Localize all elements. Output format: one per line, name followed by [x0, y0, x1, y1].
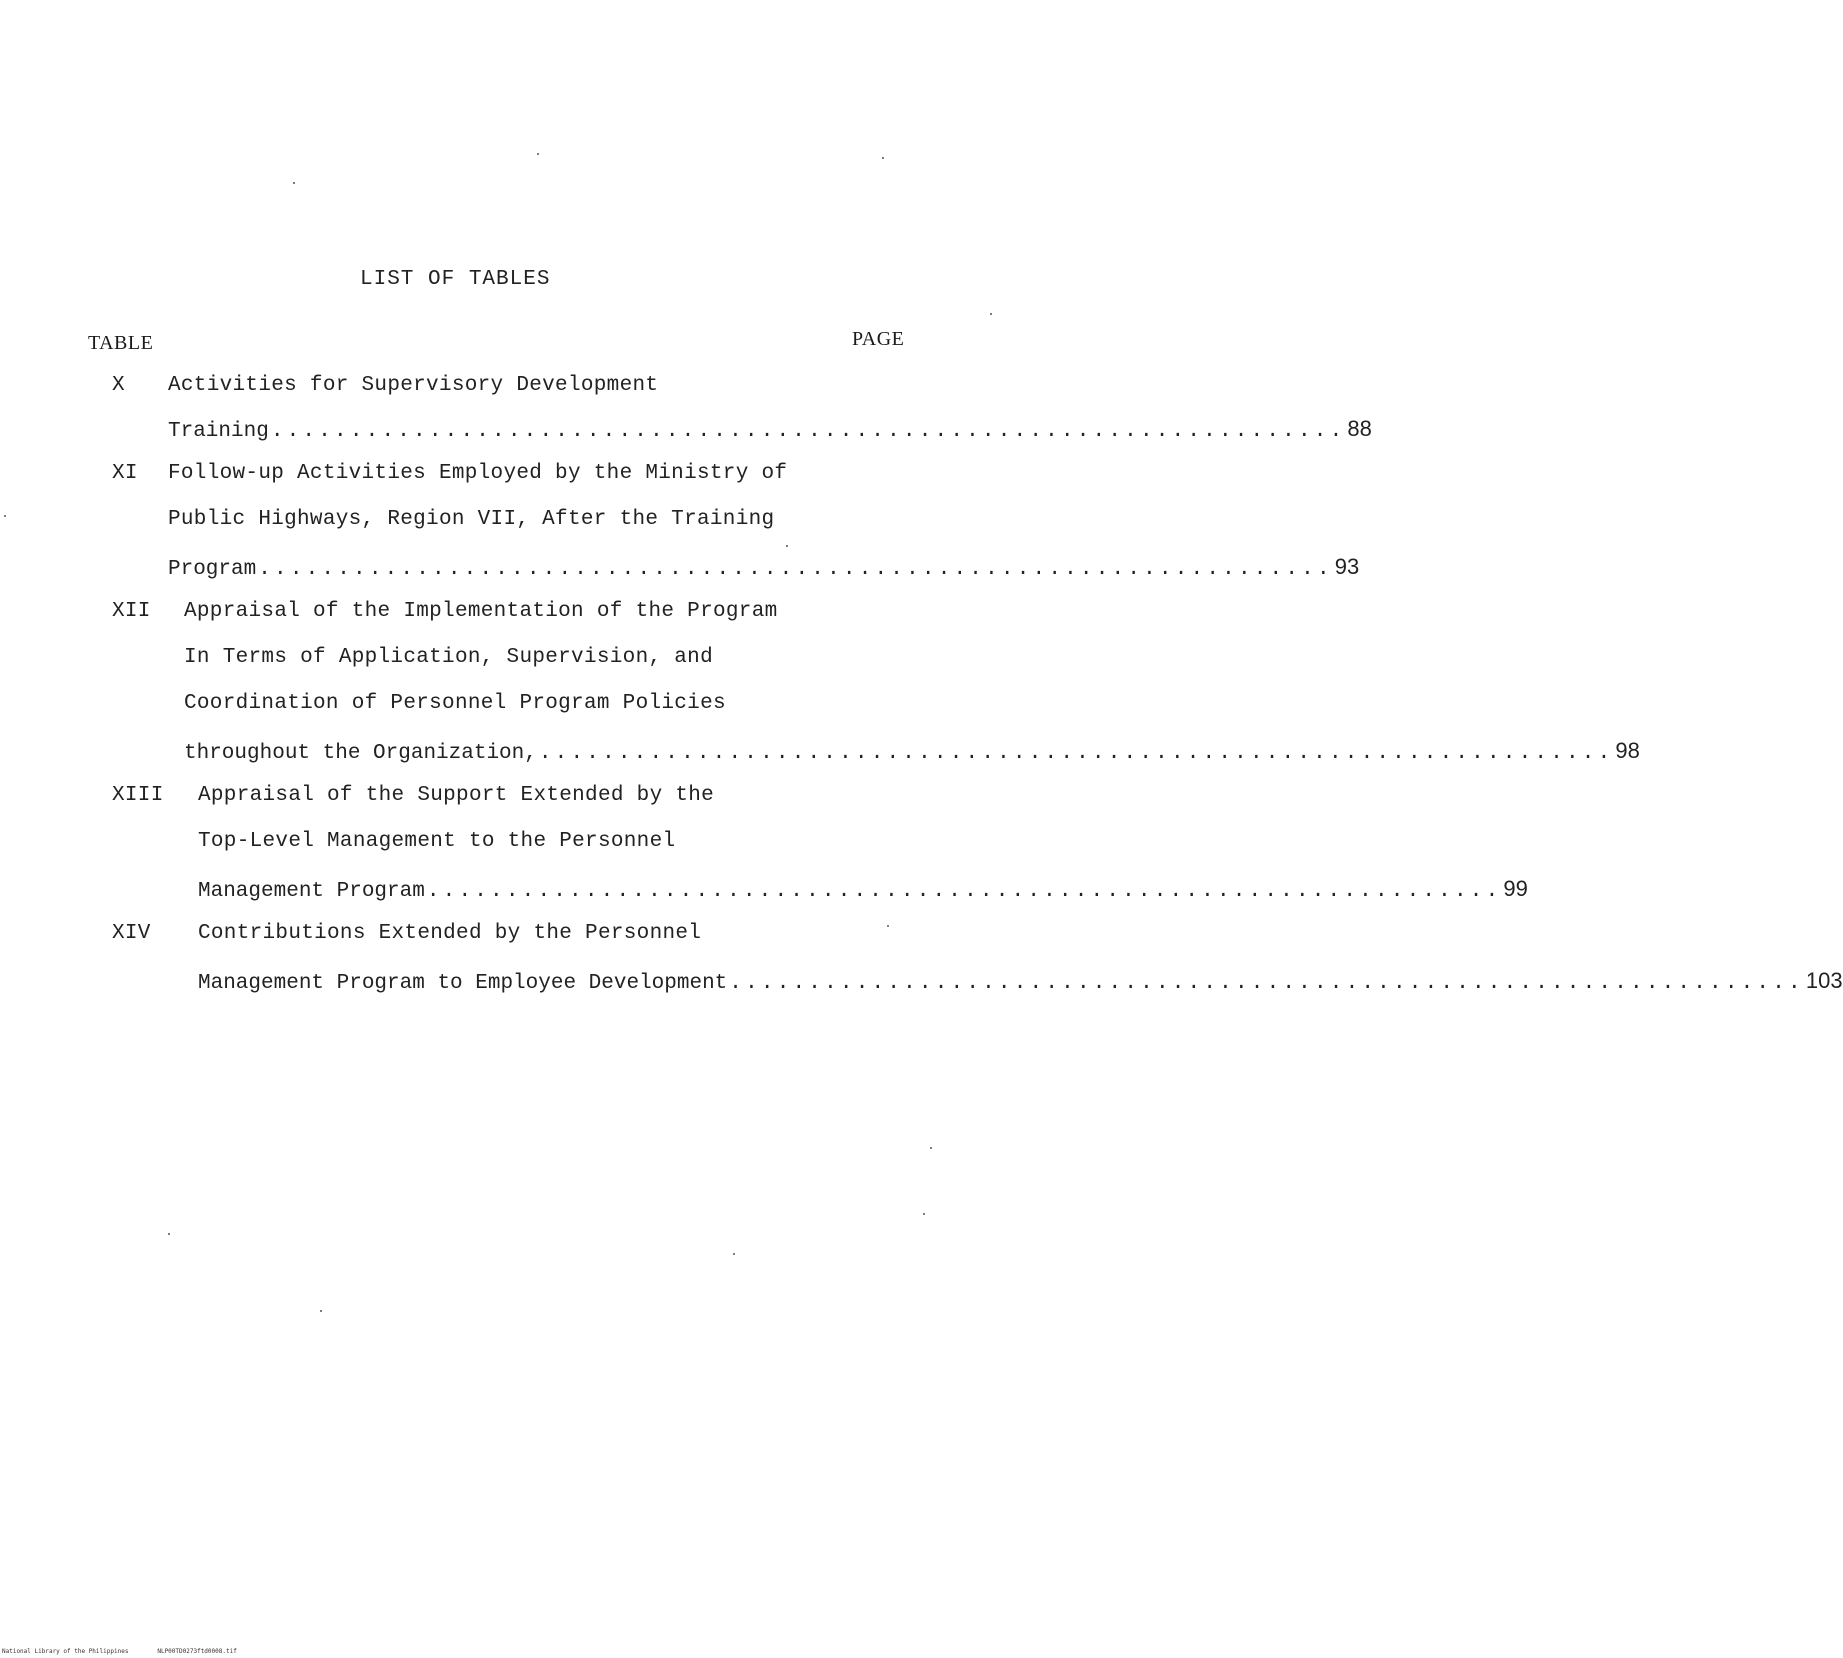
- entry-page-number: 93: [1334, 554, 1360, 579]
- entry-last-line: Training: [168, 420, 269, 443]
- entry-leader-row: [198, 968, 1843, 996]
- dot-leader: ....................................................................: [270, 420, 1346, 443]
- page-column-header: PAGE: [852, 328, 905, 350]
- scan-speck: [733, 1253, 735, 1255]
- entry-title-line: Follow-up Activities Employed by the Ministry of: [168, 462, 788, 485]
- entry-leader-row: [168, 554, 1360, 582]
- scan-footer: [2, 1648, 237, 1655]
- scan-speck: [990, 313, 992, 315]
- footer-file: NLP00TD0273ftd0008.tif: [157, 1648, 237, 1655]
- entry-last-line: Program: [168, 558, 257, 581]
- scan-speck: [537, 153, 539, 155]
- entry-title-line: Appraisal of the Implementation of the Program: [184, 600, 778, 623]
- page-title: LIST OF TABLES: [360, 268, 551, 291]
- scan-speck: [293, 182, 295, 184]
- entry-page-number: 99: [1503, 876, 1528, 901]
- entry-title-line: In Terms of Application, Supervision, and: [184, 646, 713, 669]
- entry-number: X: [112, 374, 125, 397]
- scan-speck: [168, 1233, 170, 1235]
- dot-leader: ....................................................................: [538, 742, 1614, 765]
- entry-leader-row: [184, 738, 1640, 766]
- dot-leader: ....................................................................: [729, 972, 1804, 995]
- entry-number: XII: [112, 600, 151, 623]
- entry-number: XIII: [112, 784, 164, 807]
- entry-page-number: 88: [1347, 416, 1372, 441]
- scan-speck: [4, 515, 6, 517]
- entry-last-line: throughout the Organization,: [184, 742, 537, 765]
- table-column-header: TABLE: [88, 332, 154, 354]
- scan-speck: [923, 1213, 925, 1215]
- entry-title-line: Activities for Supervisory Development: [168, 374, 659, 397]
- scan-speck: [887, 925, 889, 927]
- dot-leader: ....................................................................: [258, 558, 1333, 581]
- entry-page-number: 103: [1805, 968, 1843, 993]
- entry-title-line: Appraisal of the Support Extended by the: [198, 784, 715, 807]
- entry-leader-row: [168, 416, 1372, 444]
- dot-leader: ....................................................................: [426, 880, 1502, 903]
- footer-library: National Library of the Philippines: [2, 1648, 129, 1655]
- entry-title-line: Public Highways, Region VII, After the Training: [168, 508, 775, 531]
- entry-last-line: Management Program to Employee Development: [198, 972, 728, 995]
- scan-speck: [786, 545, 788, 547]
- entry-title-line: Top-Level Management to the Personnel: [198, 830, 676, 853]
- scan-speck: [930, 1147, 932, 1149]
- entry-leader-row: [198, 876, 1528, 904]
- entry-last-line: Management Program: [198, 880, 425, 903]
- entry-number: XIV: [112, 922, 151, 945]
- scan-speck: [320, 1310, 322, 1312]
- entry-page-number: 98: [1615, 738, 1640, 763]
- entry-title-line: Contributions Extended by the Personnel: [198, 922, 702, 945]
- scan-speck: [882, 157, 884, 159]
- entry-number: XI: [112, 462, 138, 485]
- entry-title-line: Coordination of Personnel Program Policies: [184, 692, 726, 715]
